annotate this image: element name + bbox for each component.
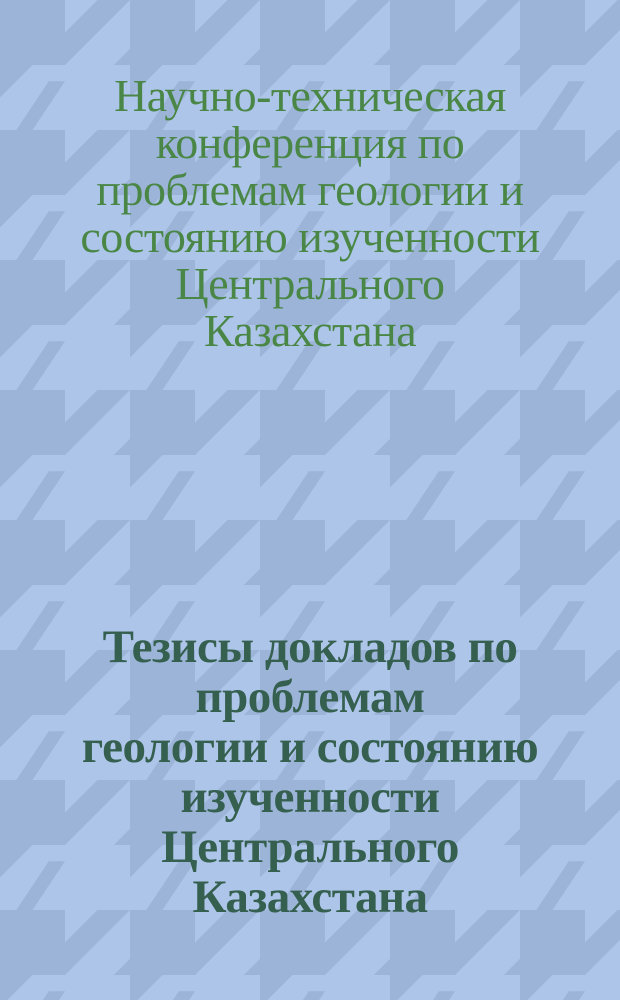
book-title-line: Центрального [161, 821, 459, 873]
book-title-line: Казахстана [192, 871, 428, 923]
book-title-line: проблемам [195, 671, 425, 723]
conference-title-line: Научно-техническая [114, 70, 506, 121]
conference-title-line: проблемам геологии и [96, 164, 524, 215]
conference-title-line: Казахстана [203, 305, 417, 356]
book-title-line: Тезисы докладов по [102, 621, 518, 673]
conference-title-line: Центрального [175, 258, 445, 309]
book-title [0, 622, 620, 922]
book-title-line: геологии и состоянию [81, 721, 539, 773]
conference-title-line: конференция по [155, 117, 465, 168]
conference-title [0, 72, 620, 354]
book-title-line: изученности [180, 771, 440, 823]
conference-title-line: состоянию изученности [80, 211, 540, 262]
